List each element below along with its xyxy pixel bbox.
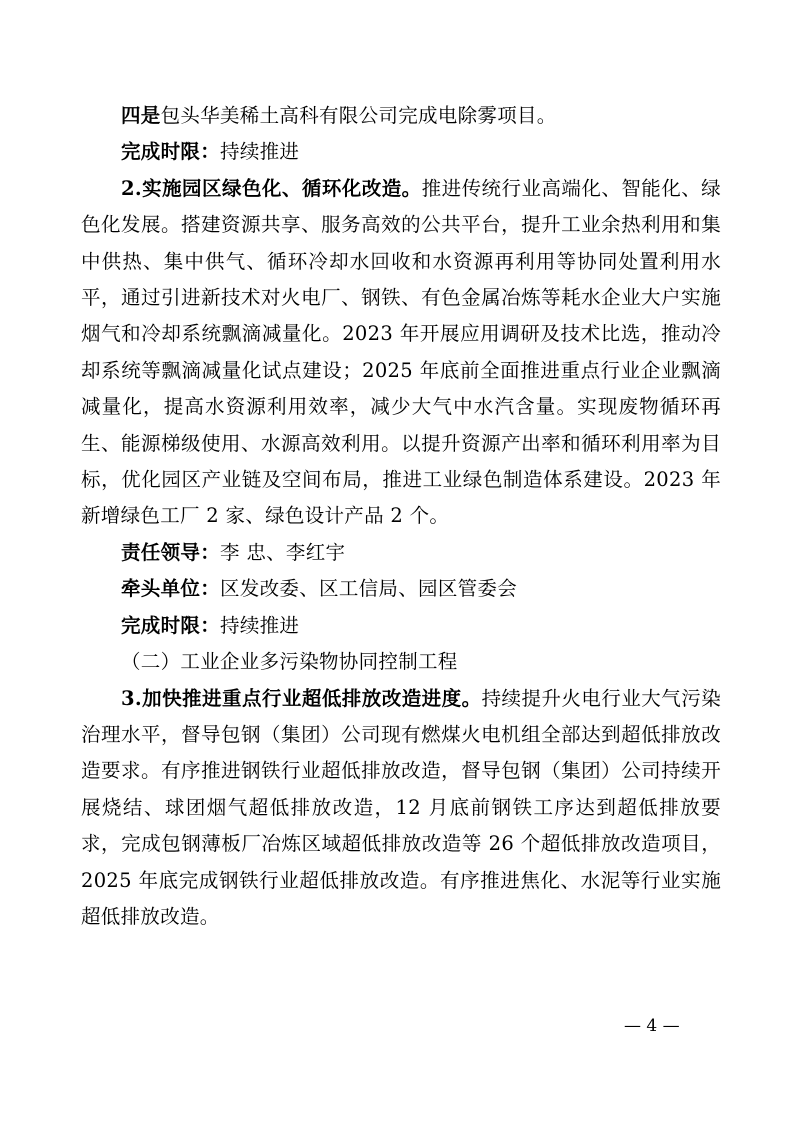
- item-four-text: 包头华美稀土高科有限公司完成电除雾项目。: [160, 104, 557, 127]
- item-2-heading: 2.实施园区绿色化、循环化改造。: [121, 176, 422, 200]
- item-2-text: 推进传统行业高端化、智能化、绿色化发展。搭建资源共享、服务高效的公共平台，提升工业余热利用和集中供热、集中供气、循环冷却水回收和水资源再利用等协同处置利用水平，通过引进新技术对火电厂、钢铁、有色金属冶炼等耗水企业大户实施烟气和冷却系统飘滴减量化。2023 年开展应用调研及技术比选，推动冷却系统等飘滴减量化试点建设；2025 年底前全面推进重点行业企业飘滴减量化，提高水资源利用效率，减少大气中水汽含量。实现废物循环再生、能源梯级使用、水源高效利用。以提升资源产出率和循环利用率为目标，优化园区产业链及空间布局，推进工业绿色制造体系建设。2023 年新增绿色工厂 2 家、绿色设计产品 2 个。: [81, 176, 721, 528]
- deadline-label-2: 完成时限：: [121, 613, 221, 637]
- page-number: — 4 —: [624, 1016, 680, 1036]
- responsible-leader-line: [81, 535, 721, 571]
- item-3-text: 持续提升火电行业大气污染治理水平，督导包钢（集团）公司现有燃煤火电机组全部达到超低排放改造要求。有序推进钢铁行业超低排放改造，督导包钢（集团）公司持续开展烧结、球团烟气超低排放改造，12 月底前钢铁工序达到超低排放要求，完成包钢薄板厂冶炼区域超低排放改造等 26 个超低排放改造项目，2025 年底完成钢铁行业超低排放改造。有序推进焦化、水泥等行业实施超低排放改造。: [81, 686, 721, 928]
- paragraph-item-2: [81, 171, 721, 535]
- deadline-label-1: 完成时限：: [121, 140, 221, 164]
- paragraph-item-3: [81, 681, 721, 936]
- deadline-value-2: 持续推进: [220, 613, 300, 637]
- section-heading: （二）工业企业多污染物协同控制工程: [121, 650, 458, 674]
- deadline-line-1: [81, 134, 721, 170]
- paragraph-item-four: [81, 98, 721, 134]
- deadline-value-1: 持续推进: [220, 140, 300, 164]
- lead-unit-label: 牵头单位：: [121, 577, 221, 601]
- responsible-leader-label: 责任领导：: [121, 540, 221, 564]
- deadline-line-2: [81, 608, 721, 644]
- item-four-lead: 四是: [121, 104, 161, 127]
- lead-unit-line: [81, 571, 721, 607]
- responsible-leader-value: 李 忠、李红宇: [220, 540, 346, 564]
- lead-unit-value: 区发改委、区工信局、园区管委会: [220, 577, 518, 601]
- item-3-heading: 3.加快推进重点行业超低排放改造进度。: [121, 686, 482, 710]
- document-body: [81, 98, 721, 935]
